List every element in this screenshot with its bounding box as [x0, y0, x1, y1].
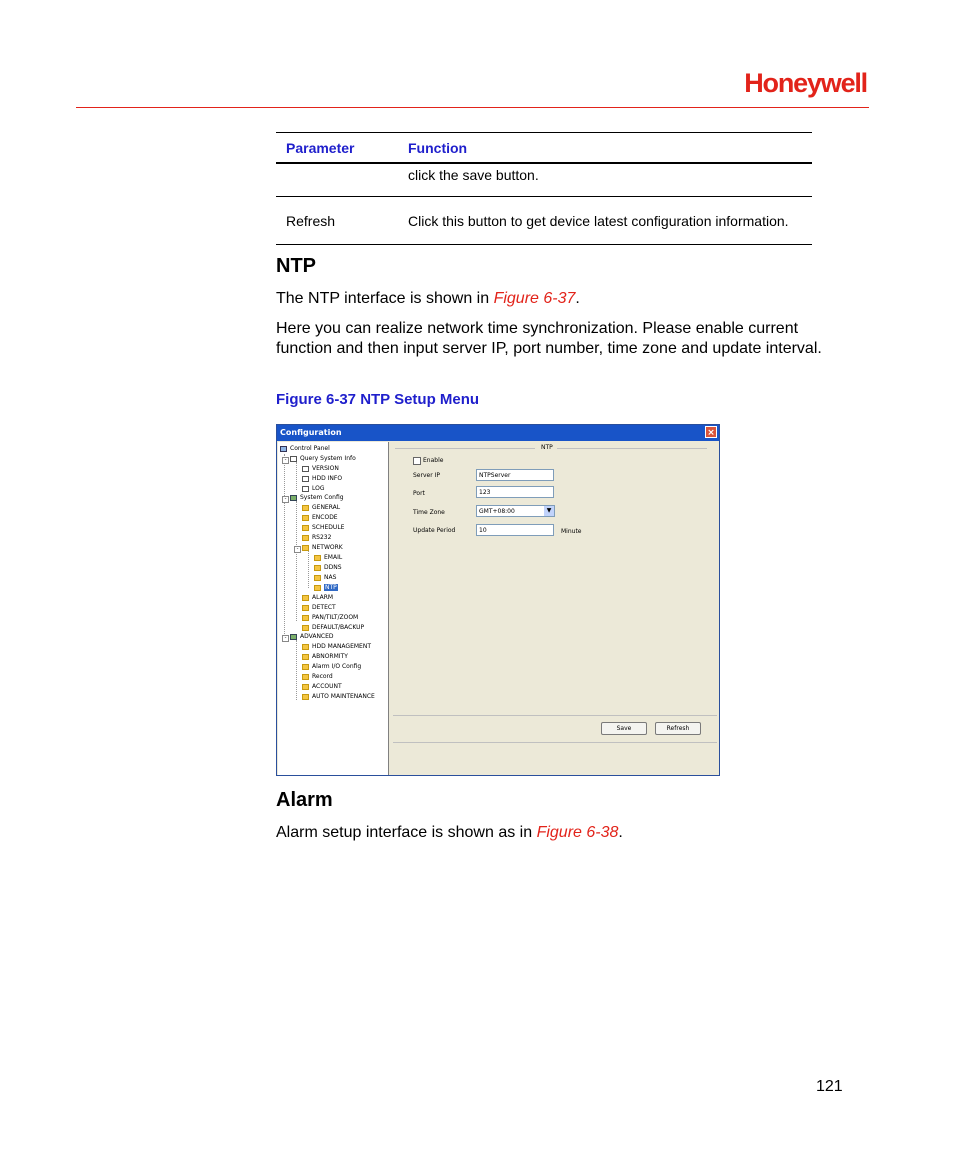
folder-icon — [314, 575, 321, 581]
header-rule — [76, 107, 869, 108]
tree-node-account[interactable]: ACCOUNT — [302, 683, 342, 691]
configuration-window-screenshot — [276, 424, 720, 776]
ntp-description-paragraph: Here you can realize network time synchronization. Please enable current function and then input server IP, port number, time zone and update interval. — [276, 320, 822, 357]
time-zone-label: Time Zone — [413, 509, 445, 516]
enable-label: Enable — [423, 457, 444, 464]
folder-icon — [314, 585, 321, 591]
computer-icon — [280, 446, 287, 452]
update-period-input[interactable]: 10 — [476, 524, 554, 536]
port-input[interactable]: 123 — [476, 486, 554, 498]
folder-icon — [302, 644, 309, 650]
refresh-button[interactable]: Refresh — [655, 722, 701, 735]
chevron-down-icon[interactable]: ▼ — [544, 506, 554, 516]
folder-icon — [302, 535, 309, 541]
table-cell-parameter: Refresh — [276, 197, 408, 245]
tree-node-alarm-io-config[interactable]: Alarm I/O Config — [302, 663, 361, 671]
folder-icon — [314, 565, 321, 571]
folder-icon — [302, 515, 309, 521]
document-icon — [302, 466, 309, 472]
collapse-toggle[interactable]: - — [294, 546, 301, 553]
tree-node-version[interactable]: VERSION — [302, 465, 339, 473]
document-icon — [302, 476, 309, 482]
settings-icon — [290, 634, 297, 640]
alarm-heading: Alarm — [276, 789, 333, 811]
minute-unit-label: Minute — [561, 528, 582, 535]
folder-icon — [302, 674, 309, 680]
tree-node-auto-maintenance[interactable]: AUTO MAINTENANCE — [302, 693, 375, 701]
port-label: Port — [413, 490, 425, 497]
folder-icon — [302, 664, 309, 670]
folder-icon — [302, 525, 309, 531]
tree-node-nas[interactable]: NAS — [314, 574, 336, 582]
figure-caption: Figure 6-37 NTP Setup Menu — [276, 391, 480, 408]
config-tree — [278, 442, 389, 775]
time-zone-select[interactable]: GMT+08:00 ▼ — [476, 505, 555, 517]
server-ip-label: Server IP — [413, 472, 440, 479]
alarm-intro-paragraph: Alarm setup interface is shown as in Figure 6-38. — [276, 824, 623, 841]
folder-icon — [314, 555, 321, 561]
folder-icon — [302, 595, 309, 601]
tree-node-schedule[interactable]: SCHEDULE — [302, 524, 344, 532]
group-rule — [395, 448, 535, 449]
folder-icon — [302, 694, 309, 700]
panel-separator — [393, 742, 717, 743]
column-header-parameter: Parameter — [276, 133, 408, 164]
collapse-toggle[interactable]: - — [282, 496, 289, 503]
tree-node-record[interactable]: Record — [302, 673, 333, 681]
tree-node-abnormity[interactable]: ABNORMITY — [302, 653, 348, 661]
figure-link[interactable]: Figure 6-37 — [493, 290, 576, 307]
tree-node-hdd-management[interactable]: HDD MANAGEMENT — [302, 643, 371, 651]
collapse-toggle[interactable]: - — [282, 635, 289, 642]
tree-node-ddns[interactable]: DDNS — [314, 564, 342, 572]
tree-node-network[interactable]: NETWORK — [302, 544, 343, 552]
ntp-heading: NTP — [276, 255, 316, 277]
table-row — [276, 197, 812, 245]
tree-node-email[interactable]: EMAIL — [314, 554, 342, 562]
table-row — [276, 163, 812, 197]
window-titlebar — [277, 425, 719, 441]
panel-separator — [393, 715, 717, 716]
tree-node-log[interactable]: LOG — [302, 485, 325, 493]
page-number: 121 — [816, 1078, 843, 1095]
folder-icon — [302, 625, 309, 631]
group-rule — [557, 448, 707, 449]
tree-node-advanced[interactable]: ADVANCED — [290, 633, 334, 641]
tree-node-system-config[interactable]: System Config — [290, 494, 344, 502]
figure-link[interactable]: Figure 6-38 — [536, 824, 619, 841]
tree-node-detect[interactable]: DETECT — [302, 604, 336, 612]
document-icon — [302, 486, 309, 492]
folder-icon — [302, 654, 309, 660]
tree-node-pan-tilt-zoom[interactable]: PAN/TILT/ZOOM — [302, 614, 358, 622]
tree-node-ntp[interactable]: NTP — [314, 584, 338, 592]
settings-icon — [290, 495, 297, 501]
column-header-function: Function — [408, 133, 812, 164]
folder-icon — [302, 505, 309, 511]
close-icon[interactable]: × — [705, 426, 717, 438]
ntp-intro-paragraph: The NTP interface is shown in Figure 6-37. — [276, 290, 580, 307]
tree-node-general[interactable]: GENERAL — [302, 504, 340, 512]
tree-node-control-panel[interactable]: Control Panel — [280, 445, 330, 453]
enable-checkbox[interactable] — [413, 457, 421, 465]
document-icon — [290, 456, 297, 462]
ntp-group-title: NTP — [541, 444, 553, 451]
table-cell-function: Click this button to get device latest configuration information. — [408, 197, 812, 245]
ntp-settings-panel — [391, 442, 720, 775]
save-button[interactable]: Save — [601, 722, 647, 735]
table-cell-parameter — [276, 163, 408, 197]
tree-node-default-backup[interactable]: DEFAULT/BACKUP — [302, 624, 364, 632]
table-cell-function: click the save button. — [408, 163, 812, 197]
folder-icon — [302, 545, 309, 551]
tree-node-encode[interactable]: ENCODE — [302, 514, 338, 522]
update-period-label: Update Period — [413, 527, 456, 534]
tree-node-query-system-info[interactable]: Query System Info — [290, 455, 356, 463]
tree-node-rs232[interactable]: RS232 — [302, 534, 331, 542]
server-ip-input[interactable]: NTPServer — [476, 469, 554, 481]
tree-node-alarm[interactable]: ALARM — [302, 594, 333, 602]
collapse-toggle[interactable]: - — [282, 457, 289, 464]
folder-icon — [302, 615, 309, 621]
window-title: Configuration — [280, 428, 342, 437]
folder-icon — [302, 605, 309, 611]
honeywell-logo: Honeywell — [744, 68, 867, 98]
parameter-table — [276, 132, 812, 245]
folder-icon — [302, 684, 309, 690]
tree-node-hdd-info[interactable]: HDD INFO — [302, 475, 342, 483]
